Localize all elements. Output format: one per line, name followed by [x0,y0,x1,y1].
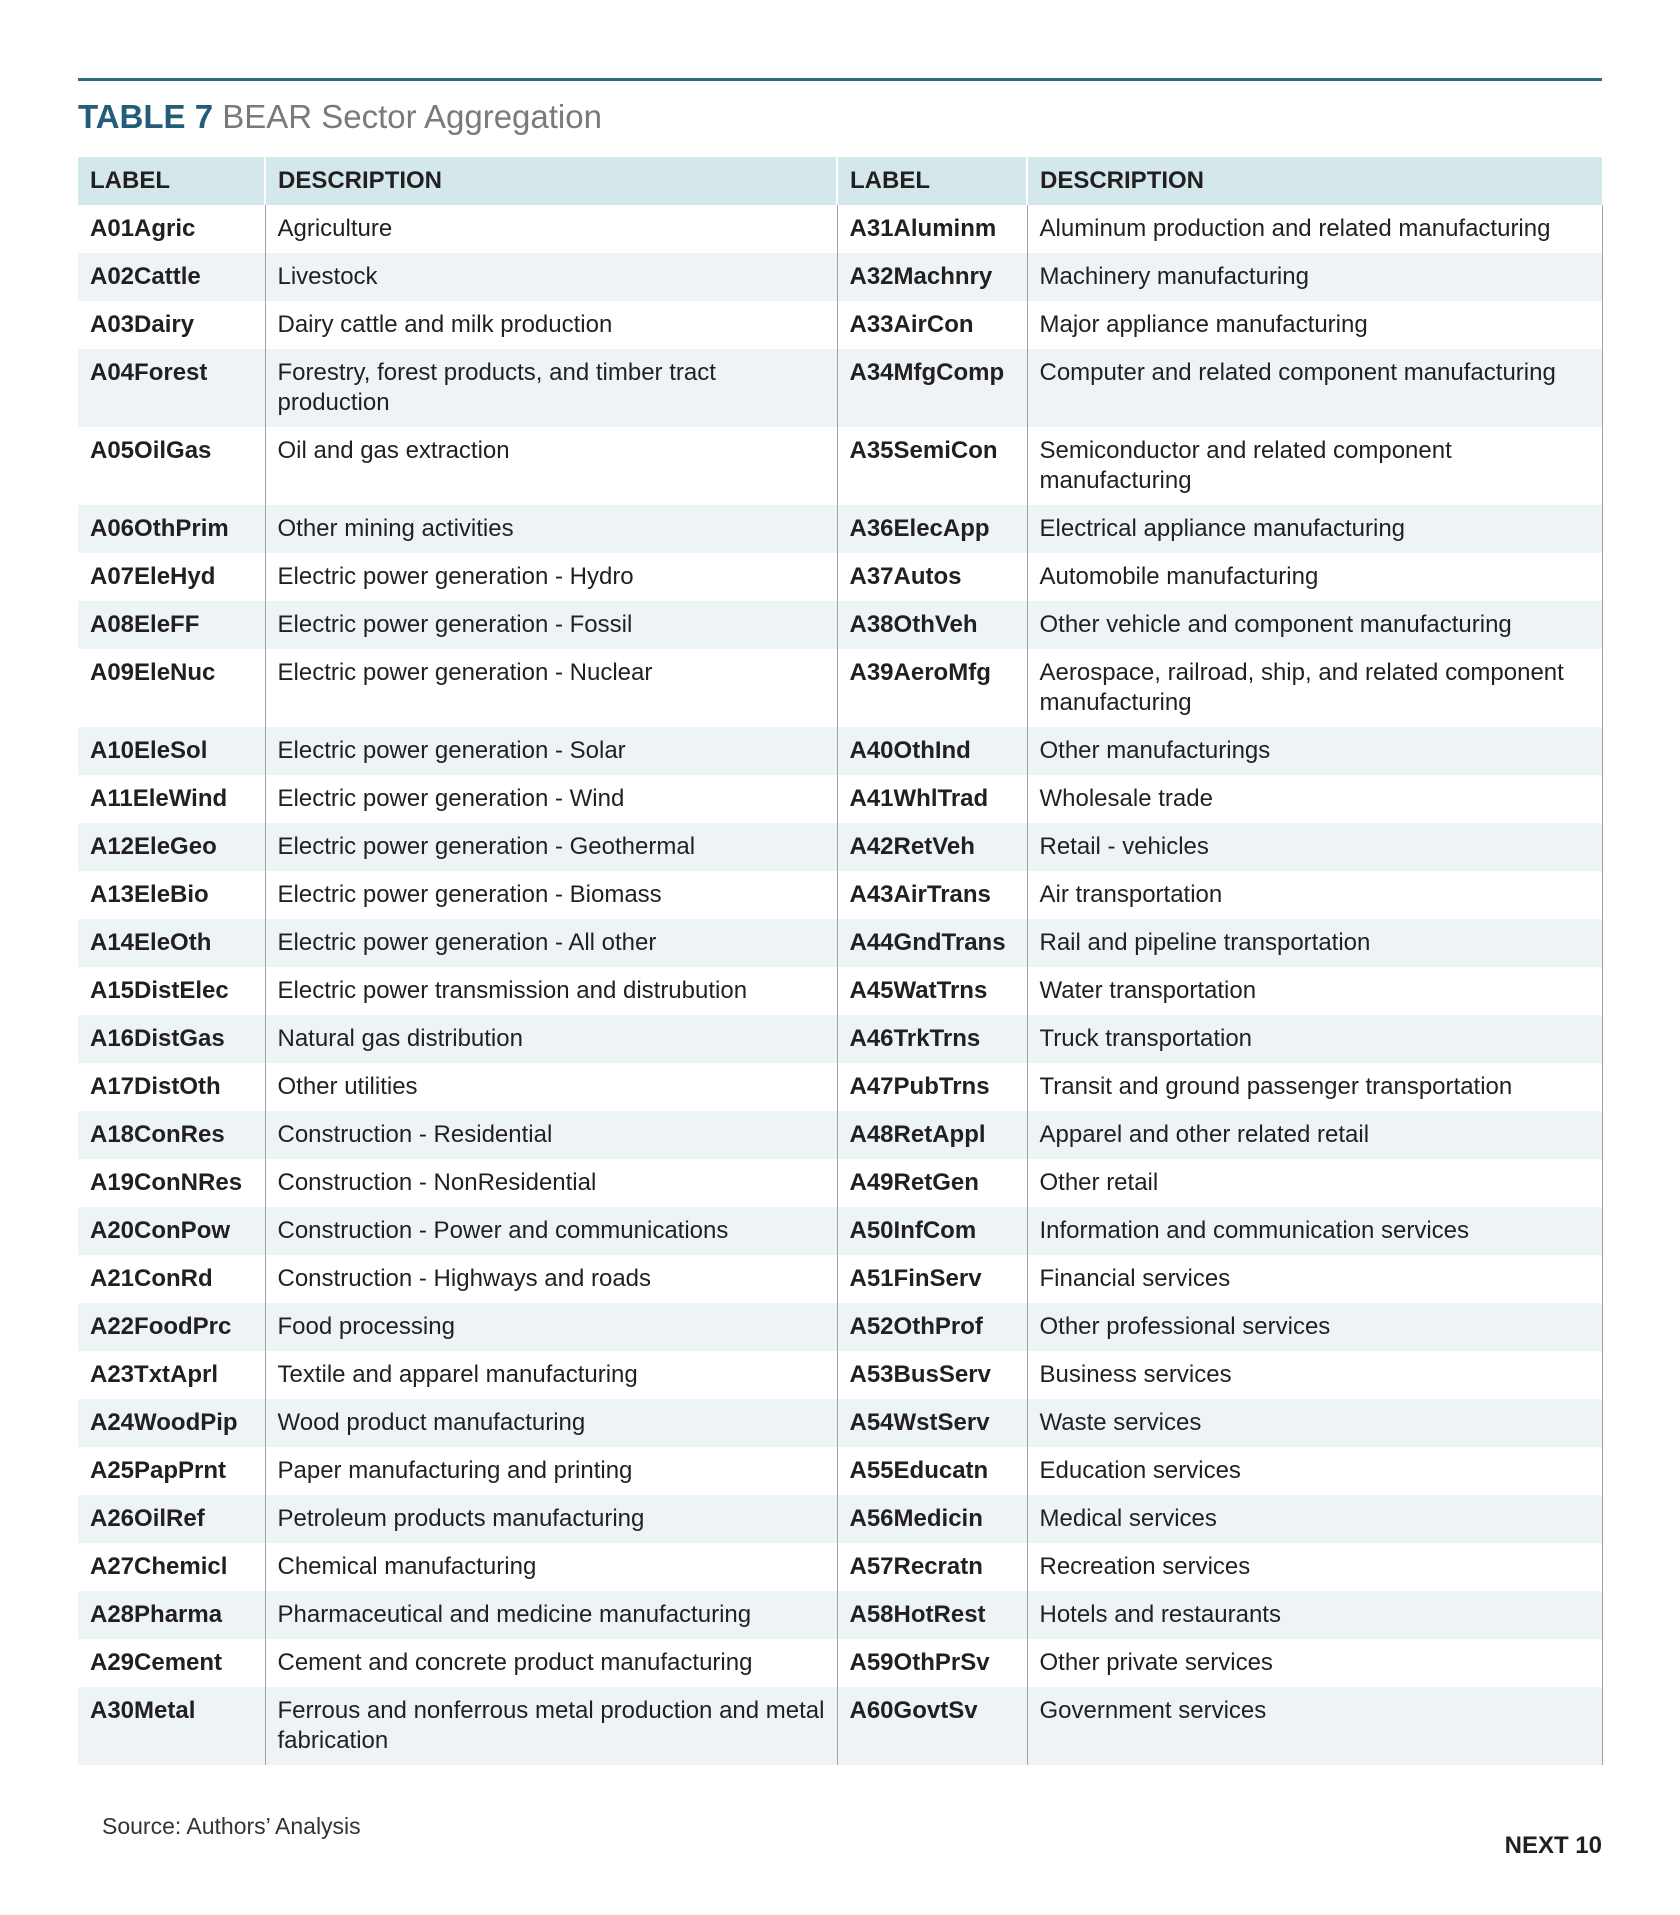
cell-description-left: Other mining activities [265,505,837,553]
table-row [78,1687,1602,1765]
cell-description-left: Electric power generation - Wind [265,775,837,823]
table-title-text: BEAR Sector Aggregation [222,98,602,135]
cell-description-left: Wood product manufacturing [265,1399,837,1447]
cell-description-left: Electric power generation - Hydro [265,553,837,601]
table-row [78,1207,1602,1255]
cell-label-right: A39AeroMfg [837,649,1027,727]
cell-description-left: Natural gas distribution [265,1015,837,1063]
table-row [78,601,1602,649]
cell-label-left: A30Metal [78,1687,265,1765]
cell-description-right: Waste services [1027,1399,1602,1447]
cell-description-right: Other vehicle and component manufacturing [1027,601,1602,649]
cell-label-right: A40OthInd [837,727,1027,775]
cell-label-left: A01Agric [90,215,196,242]
cell-description-left: Forestry, forest products, and timber tract production [265,349,837,427]
cell-label-left: A22FoodPrc [78,1303,265,1351]
cell-label-right: A58HotRest [837,1591,1027,1639]
cell-description-left: Cement and concrete product manufacturing [265,1639,837,1687]
cell-label-right: A59OthPrSv [837,1639,1027,1687]
table-row [78,1447,1602,1495]
cell-label-left: A10EleSol [78,727,265,775]
table-row [78,1495,1602,1543]
cell-label-right: A35SemiCon [837,427,1027,505]
cell-label-left: A19ConNRes [90,1169,243,1196]
cell-label-right: A36ElecApp [837,505,1027,553]
table-row [78,1543,1602,1591]
cell-label-right: A33AirCon [837,301,1027,349]
cell-label-left: A08EleFF [78,601,265,649]
cell-label-left: A04Forest [78,349,265,427]
cell-description-right: Recreation services [1027,1543,1602,1591]
cell-label-left: A17DistOth [90,1073,221,1100]
cell-label-left: A27Chemicl [90,1553,228,1580]
cell-label-left: A13EleBio [90,881,209,908]
cell-description-left: Electric power generation - Nuclear [265,649,837,727]
cell-description-left: Construction - Power and communications [265,1207,837,1255]
table-row [78,919,1602,967]
cell-label-right: A60GovtSv [837,1687,1027,1765]
cell-label-left: A03Dairy [90,311,195,338]
cell-label-right: A57Recratn [837,1543,1027,1591]
cell-label-right: A34MfgComp [837,349,1027,427]
table-row [78,301,1602,349]
header-label-right: LABEL [837,157,1027,205]
table-row [78,205,1602,253]
cell-label-left: A25PapPrnt [90,1457,227,1484]
table-row [78,1255,1602,1303]
cell-description-left: Agriculture [265,205,837,253]
cell-label-right: A44GndTrans [837,919,1027,967]
cell-description-right: Air transportation [1027,871,1602,919]
cell-description-right: Other manufacturings [1027,727,1602,775]
cell-label-left: A11EleWind [90,785,228,812]
table-row [78,775,1602,823]
cell-description-right: Semiconductor and related component manufacturing [1027,427,1602,505]
table-row [78,1639,1602,1687]
cell-label-right: A55Educatn [837,1447,1027,1495]
cell-description-right: Other professional services [1027,1303,1602,1351]
cell-description-right: Hotels and restaurants [1027,1591,1602,1639]
cell-label-left: A07EleHyd [90,563,216,590]
cell-description-right: Rail and pipeline transportation [1027,919,1602,967]
cell-description-right: Business services [1027,1351,1602,1399]
cell-description-right: Wholesale trade [1027,775,1602,823]
cell-description-left: Electric power generation - Fossil [265,601,837,649]
table-row [78,1111,1602,1159]
cell-label-left: A16DistGas [78,1015,265,1063]
cell-label-left: A28Pharma [78,1591,265,1639]
cell-description-left: Other utilities [265,1063,837,1111]
cell-description-right: Government services [1027,1687,1602,1765]
table-row [78,505,1602,553]
cell-description-left: Electric power generation - Solar [265,727,837,775]
cell-description-left: Chemical manufacturing [265,1543,837,1591]
cell-description-left: Electric power generation - Biomass [265,871,837,919]
cell-description-left: Electric power generation - Geothermal [265,823,837,871]
cell-label-right: A45WatTrns [837,967,1027,1015]
table-body [78,205,1602,1765]
cell-label-right: A50InfCom [837,1207,1027,1255]
cell-description-left: Paper manufacturing and printing [265,1447,837,1495]
cell-description-right: Truck transportation [1027,1015,1602,1063]
cell-description-left: Electric power transmission and distrubution [265,967,837,1015]
cell-description-right: Computer and related component manufacturing [1027,349,1602,427]
cell-description-right: Major appliance manufacturing [1027,301,1602,349]
table-row [78,1159,1602,1207]
cell-label-right: A52OthProf [837,1303,1027,1351]
table-row [78,1591,1602,1639]
header-description-right: DESCRIPTION [1027,157,1602,205]
cell-description-right: Information and communication services [1027,1207,1602,1255]
header-description-left: DESCRIPTION [265,157,837,205]
cell-description-right: Water transportation [1027,967,1602,1015]
cell-label-left: A29Cement [90,1649,223,1676]
cell-description-right: Other retail [1027,1159,1602,1207]
cell-label-right: A54WstServ [837,1399,1027,1447]
table-row [78,1015,1602,1063]
table-row [78,871,1602,919]
top-rule [78,78,1602,81]
table-row [78,1399,1602,1447]
cell-label-right: A31Aluminm [837,205,1027,253]
table-header-row [78,157,1602,205]
cell-description-left: Construction - Highways and roads [265,1255,837,1303]
cell-description-left: Electric power generation - All other [265,919,837,967]
cell-description-left: Petroleum products manufacturing [265,1495,837,1543]
table-row [78,727,1602,775]
table-row [78,823,1602,871]
cell-description-right: Aerospace, railroad, ship, and related component manufacturing [1027,649,1602,727]
cell-label-left: A21ConRd [90,1265,213,1292]
cell-description-left: Oil and gas extraction [265,427,837,505]
cell-description-left: Livestock [265,253,837,301]
cell-label-right: A56Medicin [837,1495,1027,1543]
sector-table [78,157,1603,1765]
source-note: Source: Authors’ Analysis [102,1813,361,1839]
brand-logo-text: NEXT 10 [1504,1832,1602,1859]
cell-description-left: Food processing [265,1303,837,1351]
cell-label-right: A32Machnry [837,253,1027,301]
cell-label-right: A49RetGen [837,1159,1027,1207]
cell-label-right: A47PubTrns [837,1063,1027,1111]
table-row [78,553,1602,601]
cell-label-right: A38OthVeh [837,601,1027,649]
table-row [78,1351,1602,1399]
cell-description-left: Ferrous and nonferrous metal production and metal fabrication [265,1687,837,1765]
cell-description-right: Automobile manufacturing [1027,553,1602,601]
cell-label-left: A05OilGas [90,437,212,464]
table-row [78,1303,1602,1351]
cell-description-right: Apparel and other related retail [1027,1111,1602,1159]
cell-label-right: A53BusServ [837,1351,1027,1399]
cell-label-left: A12EleGeo [78,823,265,871]
cell-label-left: A06OthPrim [78,505,265,553]
table-row [78,967,1602,1015]
table-row [78,649,1602,727]
cell-label-right: A41WhlTrad [837,775,1027,823]
header-label-left: LABEL [78,157,265,205]
table-title [78,98,602,136]
cell-description-right: Electrical appliance manufacturing [1027,505,1602,553]
cell-label-right: A42RetVeh [837,823,1027,871]
cell-label-right: A37Autos [837,553,1027,601]
cell-label-left: A18ConRes [78,1111,265,1159]
cell-description-right: Machinery manufacturing [1027,253,1602,301]
cell-description-left: Construction - Residential [265,1111,837,1159]
cell-label-left: A09EleNuc [90,659,216,686]
cell-description-left: Construction - NonResidential [265,1159,837,1207]
cell-label-left: A14EleOth [78,919,265,967]
cell-description-right: Education services [1027,1447,1602,1495]
table-row [78,427,1602,505]
cell-description-right: Financial services [1027,1255,1602,1303]
cell-label-right: A51FinServ [837,1255,1027,1303]
cell-description-right: Other private services [1027,1639,1602,1687]
table-row [78,1063,1602,1111]
cell-description-left: Pharmaceutical and medicine manufacturing [265,1591,837,1639]
cell-label-left: A26OilRef [78,1495,265,1543]
cell-label-left: A20ConPow [78,1207,265,1255]
cell-description-right: Retail - vehicles [1027,823,1602,871]
table-row [78,349,1602,427]
cell-description-left: Dairy cattle and milk production [265,301,837,349]
cell-description-right: Transit and ground passenger transportation [1027,1063,1602,1111]
cell-label-right: A43AirTrans [837,871,1027,919]
cell-label-left: A02Cattle [78,253,265,301]
table-number: TABLE 7 [78,98,214,135]
table-row [78,253,1602,301]
cell-description-right: Aluminum production and related manufacturing [1027,205,1602,253]
cell-label-left: A15DistElec [90,977,229,1004]
cell-label-right: A48RetAppl [837,1111,1027,1159]
cell-label-left: A24WoodPip [78,1399,265,1447]
cell-description-right: Medical services [1027,1495,1602,1543]
cell-description-left: Textile and apparel manufacturing [265,1351,837,1399]
cell-label-left: A23TxtAprl [90,1361,219,1388]
cell-label-right: A46TrkTrns [837,1015,1027,1063]
